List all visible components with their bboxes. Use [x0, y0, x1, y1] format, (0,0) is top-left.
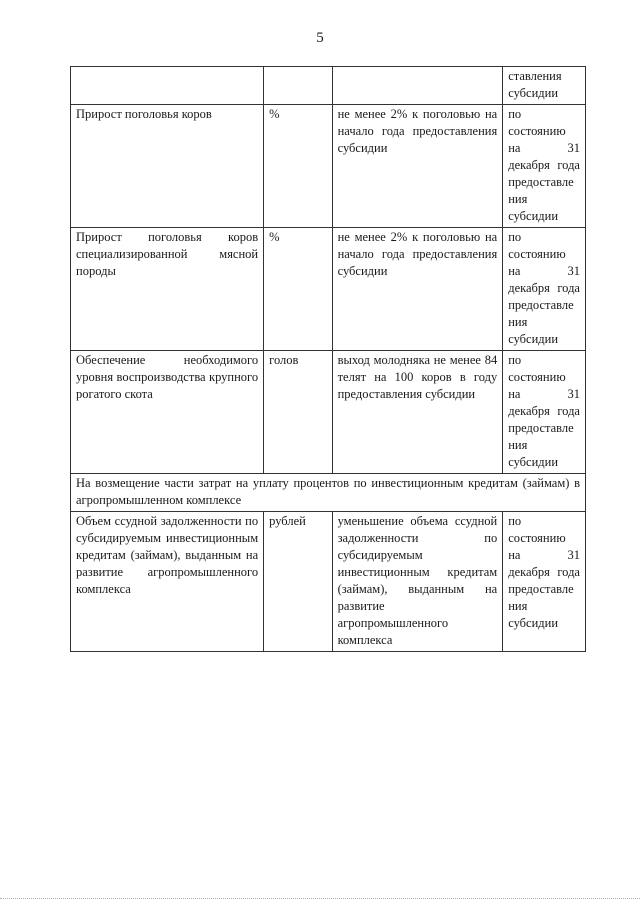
table-row: [71, 351, 586, 474]
value-cell: [332, 105, 503, 228]
indicator-name-cell: [71, 351, 264, 474]
indicator-name-cell: [71, 105, 264, 228]
section-heading: [71, 474, 586, 512]
indicator-value: не менее 2% к поголовью на начало года предоставления субсидии: [337, 230, 498, 278]
indicator-name-cell: [71, 512, 264, 652]
indicator-value: не менее 2% к поголовью на начало года предоставления субсидии: [337, 107, 498, 155]
indicator-date: по состоянию на 31 декабря года предоставления субсидии: [508, 353, 580, 469]
indicator-name-cell: [71, 67, 264, 105]
value-cell: [332, 351, 503, 474]
scan-bottom-edge: [0, 898, 640, 899]
date-cell: [503, 512, 586, 652]
indicators-table: [70, 66, 586, 652]
section-heading-text: На возмещение части затрат на уплату процентов по инвестиционным кредитам (займам) в агропромышленном комплексе: [76, 476, 580, 507]
date-cell: [503, 351, 586, 474]
value-cell: [332, 228, 503, 351]
page-number: 5: [316, 30, 324, 46]
indicator-value: уменьшение объема ссудной задолженности по субсидируемым инвестиционным кредитам (займам), выданным на развитие агропромышленного комплекса: [337, 514, 498, 647]
unit-cell: [264, 105, 332, 228]
unit-cell: [264, 351, 332, 474]
table-row: [71, 228, 586, 351]
value-cell: [332, 67, 503, 105]
date-cell: [503, 105, 586, 228]
indicator-value: выход молодняка не менее 84 телят на 100 коров в году предоставления субсидии: [337, 353, 498, 401]
date-cell: [503, 228, 586, 351]
table-row: [71, 67, 586, 105]
indicator-unit: голов: [269, 353, 299, 367]
indicator-date: ставления субсидии: [508, 69, 562, 100]
unit-cell: [264, 67, 332, 105]
indicator-unit: %: [269, 230, 280, 244]
indicator-name: Прирост поголовья коров: [76, 107, 212, 121]
indicator-name-cell: [71, 228, 264, 351]
table-row: [71, 512, 586, 652]
indicator-name: Прирост поголовья коров специализированной мясной породы: [76, 230, 259, 278]
indicator-name: Объем ссудной задолженности по субсидируемым инвестиционным кредитам (займам), выданным на развитие агропромышленного комплекса: [76, 514, 259, 596]
value-cell: [332, 512, 503, 652]
indicator-date: по состоянию на 31 декабря года предоставления субсидии: [508, 107, 580, 223]
indicator-name: Обеспечение необходимого уровня воспроизводства крупного рогатого скота: [76, 353, 259, 401]
indicator-unit: %: [269, 107, 280, 121]
unit-cell: [264, 228, 332, 351]
indicator-unit: рублей: [269, 514, 306, 528]
indicator-date: по состоянию на 31 декабря года предоставления субсидии: [508, 230, 580, 346]
unit-cell: [264, 512, 332, 652]
indicator-date: по состоянию на 31 декабря года предоставления субсидии: [508, 514, 580, 630]
table-row: [71, 105, 586, 228]
date-cell: [503, 67, 586, 105]
section-heading-row: [71, 474, 586, 512]
